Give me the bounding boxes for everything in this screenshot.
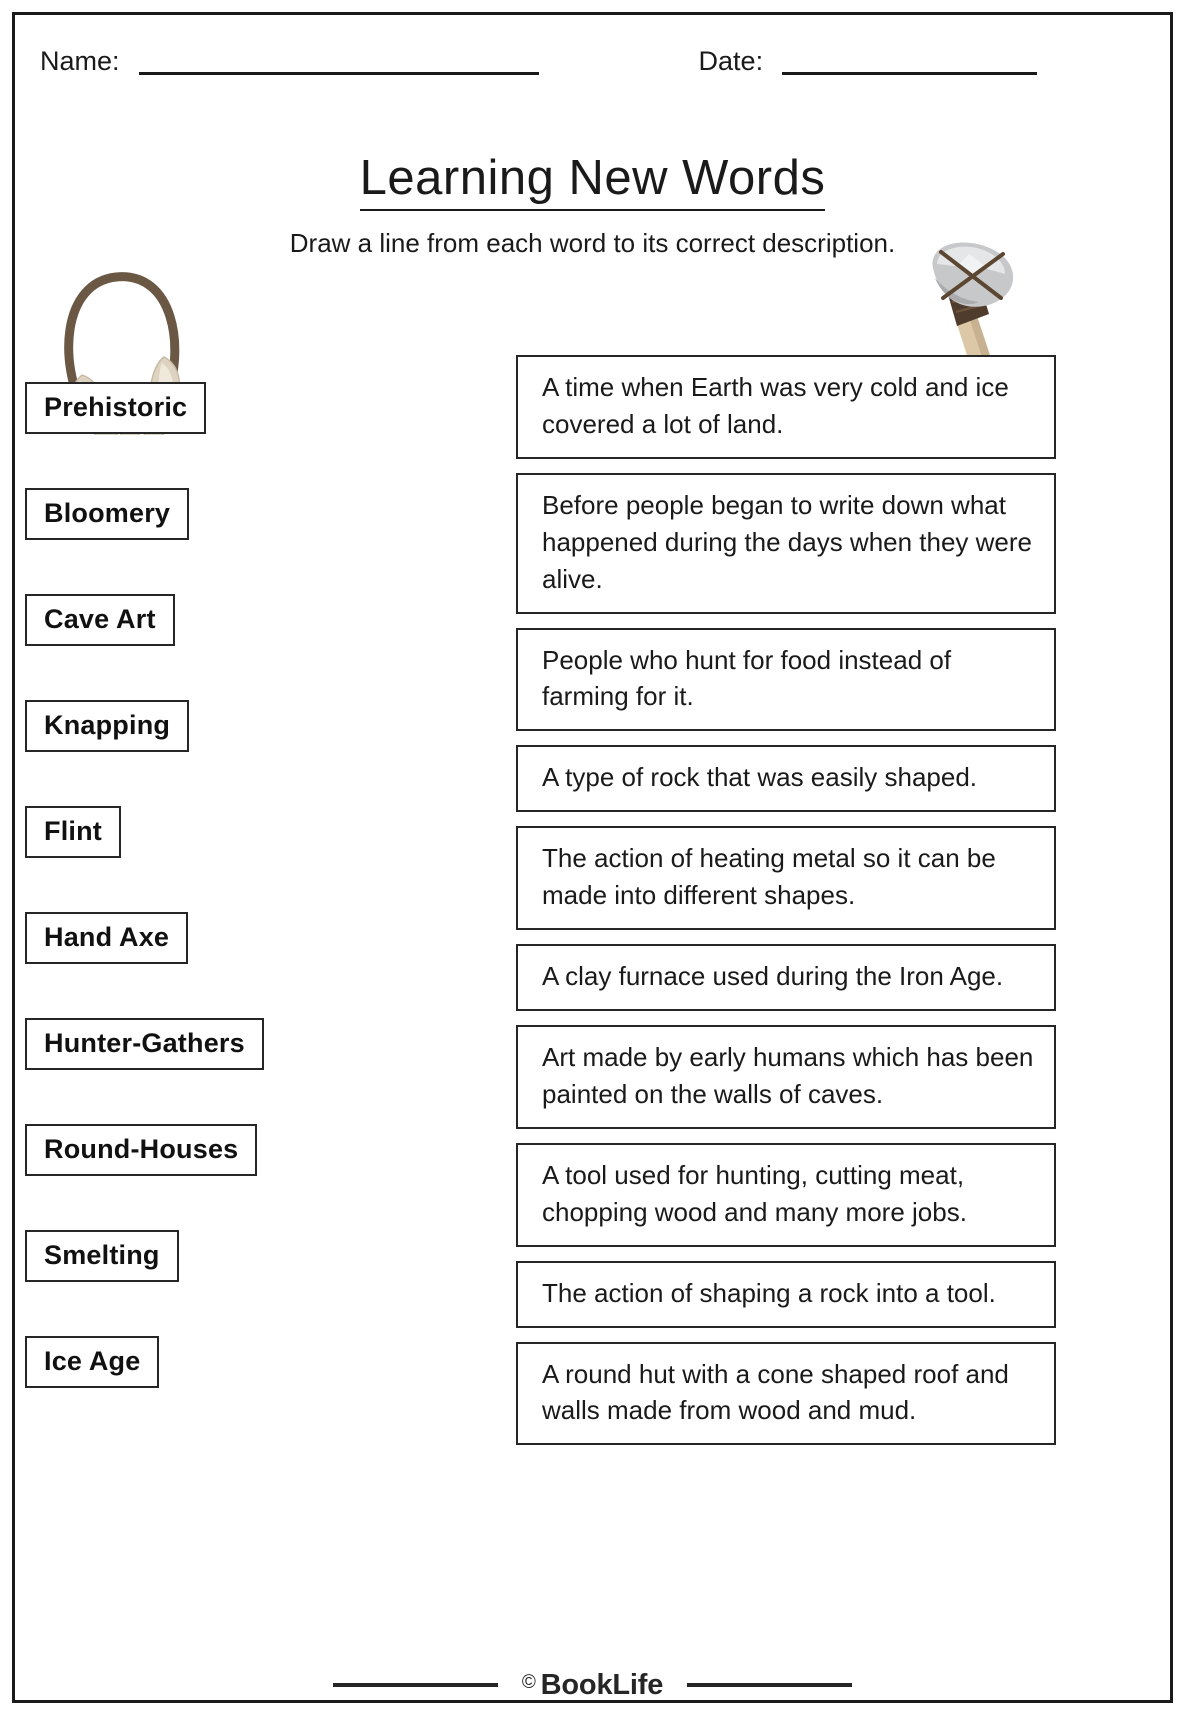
description-column (516, 355, 1056, 1459)
word-slot (25, 567, 465, 673)
date-write-line[interactable] (782, 72, 1037, 75)
name-date-row (40, 36, 1140, 86)
description-box[interactable]: A type of rock that was easily shaped. (516, 745, 1056, 812)
description-box[interactable]: A round hut with a cone shaped roof and walls made from wood and mud. (516, 1342, 1056, 1446)
worksheet-header (0, 120, 1185, 335)
word-box[interactable]: Hunter-Gathers (25, 1018, 264, 1070)
word-box[interactable]: Prehistoric (25, 382, 206, 434)
word-slot (25, 991, 465, 1097)
word-column (25, 355, 465, 1415)
word-slot (25, 779, 465, 885)
booklife-logo (522, 1669, 663, 1702)
word-slot (25, 1097, 465, 1203)
description-box[interactable]: A tool used for hunting, cutting meat, chopping wood and many more jobs. (516, 1143, 1056, 1247)
page-instructions: Draw a line from each word to its correct description. (289, 228, 896, 258)
description-box[interactable]: Art made by early humans which has been painted on the walls of caves. (516, 1025, 1056, 1129)
matching-activity (0, 355, 1185, 1485)
page-footer (0, 1655, 1185, 1715)
description-box[interactable]: Before people began to write down what happened during the days when they were alive. (516, 473, 1056, 614)
word-box[interactable]: Flint (25, 806, 121, 858)
word-box[interactable]: Knapping (25, 700, 189, 752)
word-box[interactable]: Ice Age (25, 1336, 159, 1388)
description-box[interactable]: The action of shaping a rock into a tool. (516, 1261, 1056, 1328)
description-box[interactable]: A time when Earth was very cold and ice covered a lot of land. (516, 355, 1056, 459)
page-title (0, 150, 1185, 206)
page-title-text: Learning New Words (360, 151, 826, 211)
footer-rule-left (333, 1683, 498, 1687)
word-box[interactable]: Round-Houses (25, 1124, 257, 1176)
word-box[interactable]: Hand Axe (25, 912, 188, 964)
word-slot (25, 885, 465, 991)
word-box[interactable]: Smelting (25, 1230, 179, 1282)
word-box[interactable]: Cave Art (25, 594, 175, 646)
word-slot (25, 355, 465, 461)
date-label: Date: (698, 45, 764, 76)
booklife-brand-text: BookLife (540, 1668, 664, 1701)
name-label: Name: (40, 45, 120, 76)
name-write-line[interactable] (139, 72, 539, 75)
word-box[interactable]: Bloomery (25, 488, 189, 540)
description-box[interactable]: The action of heating metal so it can be made into different shapes. (516, 826, 1056, 930)
word-slot (25, 1203, 465, 1309)
footer-rule-right (687, 1683, 852, 1687)
word-slot (25, 673, 465, 779)
description-box[interactable]: A clay furnace used during the Iron Age. (516, 944, 1056, 1011)
copyright-icon: © (521, 1672, 536, 1693)
word-slot (25, 1309, 465, 1415)
description-box[interactable]: People who hunt for food instead of farming for it. (516, 628, 1056, 732)
word-slot (25, 461, 465, 567)
